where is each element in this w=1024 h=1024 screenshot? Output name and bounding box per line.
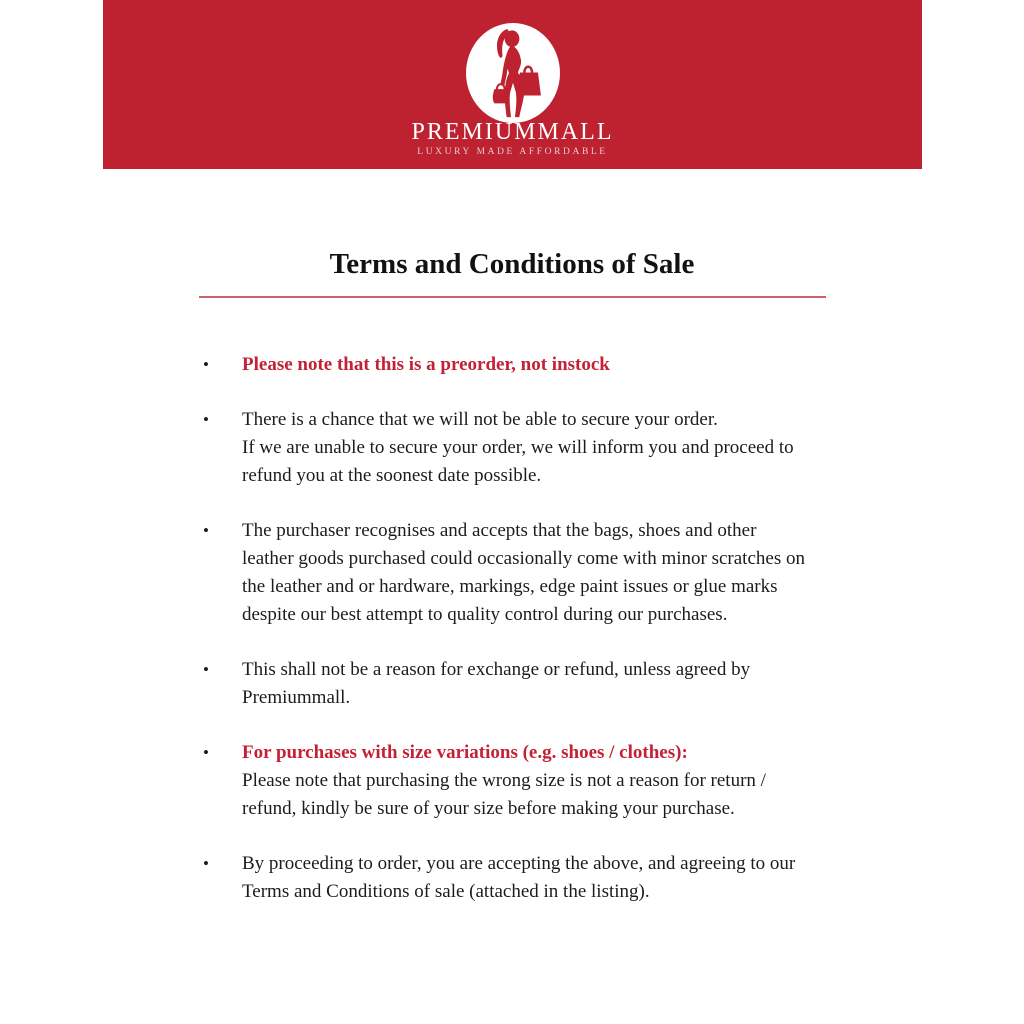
bullet-line: This shall not be a reason for exchange or refund, unless agreed by (242, 659, 751, 680)
bullet-line: despite our best attempt to quality control during our purchases. (242, 604, 728, 625)
bullet-text (242, 739, 863, 823)
bullet-line: refund you at the soonest date possible. (242, 465, 542, 486)
bullet-item (203, 656, 863, 712)
bullet-icon: • (203, 410, 209, 429)
bullet-line: If we are unable to secure your order, we will inform you and proceed to (242, 437, 794, 458)
bullet-line: Terms and Conditions of sale (attached in the listing). (242, 881, 650, 902)
bullet-item (203, 351, 863, 379)
bullet-icon: • (203, 521, 209, 540)
bullet-item (203, 406, 863, 490)
bullet-text (242, 656, 863, 712)
bullet-icon: • (203, 355, 209, 374)
bullet-item (203, 517, 863, 629)
bullet-line: Please note that this is a preorder, not instock (242, 354, 610, 375)
bullet-text (242, 517, 863, 629)
bullet-line: Please note that purchasing the wrong size is not a reason for return / (242, 770, 766, 791)
brand-logo (466, 23, 560, 123)
bullet-line: The purchaser recognises and accepts that the bags, shoes and other (242, 520, 757, 541)
brand-tagline: LUXURY MADE AFFORDABLE (417, 147, 608, 157)
bullet-item (203, 850, 863, 906)
bullet-item (203, 739, 863, 823)
terms-list (203, 351, 863, 933)
bullet-icon: • (203, 743, 209, 762)
bullet-text (242, 351, 863, 379)
bullet-line: Premiummall. (242, 687, 351, 708)
brand-banner (103, 0, 922, 169)
bullet-line: There is a chance that we will not be able to secure your order. (242, 409, 718, 430)
bullet-text (242, 850, 863, 906)
title-divider (199, 296, 826, 298)
bullet-line: By proceeding to order, you are accepting the above, and agreeing to our (242, 853, 796, 874)
bullet-line: the leather and or hardware, markings, edge paint issues or glue marks (242, 576, 778, 597)
woman-shopper-silhouette-icon (466, 23, 560, 123)
bullet-text (242, 406, 863, 490)
page-title: Terms and Conditions of Sale (329, 248, 695, 280)
brand-name: PREMIUMMALL (411, 119, 614, 145)
bullet-line: refund, kindly be sure of your size before making your purchase. (242, 798, 735, 819)
bullet-icon: • (203, 854, 209, 873)
bullet-icon: • (203, 660, 209, 679)
bullet-line: For purchases with size variations (e.g. shoes / clothes): (242, 742, 688, 763)
bullet-line: leather goods purchased could occasionally come with minor scratches on (242, 548, 805, 569)
